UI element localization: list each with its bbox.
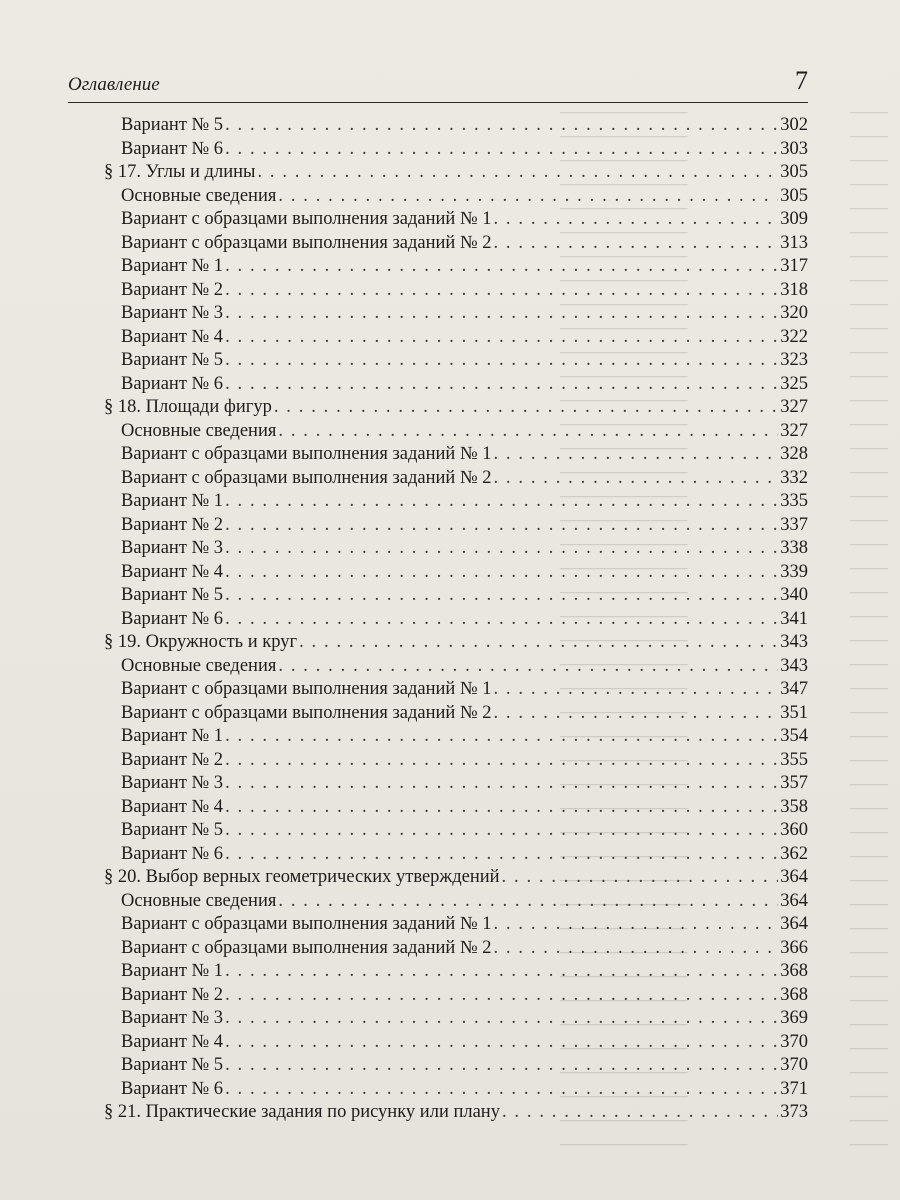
dot-leader bbox=[278, 185, 778, 209]
dot-leader bbox=[225, 537, 778, 561]
toc-subentry bbox=[104, 890, 808, 914]
toc-entry-label: Вариант № 4 bbox=[121, 796, 224, 817]
toc-subentry bbox=[104, 1078, 808, 1102]
toc-subentry bbox=[104, 114, 808, 138]
toc-entry-label: Вариант № 5 bbox=[121, 585, 224, 605]
dot-leader bbox=[493, 232, 778, 256]
show-through-line: ────────── ─── bbox=[560, 750, 888, 770]
toc-entry-label: Вариант № 1 bbox=[121, 256, 224, 276]
toc-entry-page: 332 bbox=[780, 467, 808, 488]
toc-subentry bbox=[104, 349, 808, 373]
toc-entry-label: Вариант № 1 bbox=[121, 726, 224, 746]
toc-entry-label: Вариант № 1 bbox=[121, 961, 224, 981]
show-through-line: ────────── ─── bbox=[560, 1086, 888, 1106]
toc-subentry bbox=[104, 655, 808, 679]
page-number: 7 bbox=[795, 66, 808, 95]
toc-subentry bbox=[104, 1054, 808, 1078]
show-through-line: ────────── ─── bbox=[560, 270, 888, 290]
dot-leader bbox=[225, 772, 778, 796]
toc-entry-label: Вариант № 2 bbox=[121, 749, 224, 770]
toc-entry-page: 302 bbox=[780, 115, 808, 135]
toc-subentry bbox=[104, 984, 808, 1008]
toc-subentry bbox=[104, 302, 808, 326]
show-through-line: ────────── ─── bbox=[560, 294, 888, 314]
toc-entry-label: § 18. Площади фигур bbox=[104, 397, 272, 417]
toc-section-entry bbox=[104, 1101, 808, 1125]
toc-entry-label: Вариант № 3 bbox=[121, 1008, 224, 1028]
toc-entry-page: 313 bbox=[780, 232, 808, 253]
show-through-line: ────────── ─── bbox=[560, 318, 888, 338]
toc-entry-page: 362 bbox=[780, 843, 808, 864]
toc-entry-label: Вариант № 4 bbox=[121, 561, 224, 582]
toc-entry-page: 357 bbox=[780, 773, 808, 793]
toc-section-entry bbox=[104, 396, 808, 420]
dot-leader bbox=[493, 208, 778, 232]
toc-entry-page: 341 bbox=[780, 608, 808, 629]
toc-subentry bbox=[104, 443, 808, 467]
toc-entry-page: 366 bbox=[780, 937, 808, 958]
show-through-line: ────────── ─── bbox=[560, 390, 888, 410]
toc-entry-label: Вариант № 6 bbox=[121, 608, 224, 629]
toc-entry-label: Вариант № 2 bbox=[121, 984, 224, 1005]
toc-subentry bbox=[104, 678, 808, 702]
dot-leader bbox=[225, 302, 778, 326]
toc-subentry bbox=[104, 1031, 808, 1055]
toc-entry-label: Вариант № 2 bbox=[121, 514, 224, 535]
dot-leader bbox=[225, 984, 778, 1008]
toc-subentry bbox=[104, 960, 808, 984]
toc-entry-label: Основные сведения bbox=[121, 420, 277, 441]
toc-entry-label: Основные сведения bbox=[121, 185, 277, 206]
dot-leader bbox=[225, 725, 778, 749]
toc-entry-page: 335 bbox=[780, 491, 808, 511]
toc-entry-label: Вариант № 3 bbox=[121, 538, 224, 558]
toc-entry-page: 369 bbox=[780, 1008, 808, 1028]
toc-entry-label: Вариант № 5 bbox=[121, 820, 224, 840]
toc-entry-label: Вариант № 6 bbox=[121, 373, 224, 394]
toc-entry-page: 318 bbox=[780, 279, 808, 300]
dot-leader bbox=[225, 326, 778, 350]
show-through-line: ────────── ─── bbox=[560, 606, 888, 626]
toc-entry-label: Вариант с образцами выполнения заданий № 1 bbox=[121, 444, 492, 464]
dot-leader bbox=[225, 114, 778, 138]
toc-entry-page: 355 bbox=[780, 749, 808, 770]
show-through-line: ────────── ─── bbox=[560, 222, 888, 242]
toc-entry-label: Вариант № 3 bbox=[121, 303, 224, 323]
toc-subentry bbox=[104, 490, 808, 514]
dot-leader bbox=[225, 584, 778, 608]
toc-subentry bbox=[104, 232, 808, 256]
show-through-line: ────────── ─── bbox=[560, 534, 888, 554]
dot-leader bbox=[225, 960, 778, 984]
dot-leader bbox=[225, 1031, 778, 1055]
toc-section-entry bbox=[104, 161, 808, 185]
toc-entry-label: Вариант № 1 bbox=[121, 491, 224, 511]
toc-entry-page: 340 bbox=[780, 585, 808, 605]
toc-entry-label: Вариант с образцами выполнения заданий № 2 bbox=[121, 467, 492, 488]
show-through-line: ────────── ─── bbox=[560, 774, 888, 794]
running-header bbox=[68, 66, 808, 103]
toc-entry-page: 364 bbox=[780, 867, 808, 887]
header-title: Оглавление bbox=[68, 74, 160, 95]
table-of-contents bbox=[104, 114, 808, 1125]
show-through-line: ────────── ─── bbox=[560, 654, 888, 674]
show-through-line: ────────── ─── bbox=[560, 150, 888, 170]
show-through-line: ────────── ─── bbox=[560, 870, 888, 890]
toc-entry-page: 303 bbox=[780, 138, 808, 159]
dot-leader bbox=[225, 749, 778, 773]
toc-entry-page: 327 bbox=[780, 397, 808, 417]
dot-leader bbox=[225, 819, 778, 843]
toc-subentry bbox=[104, 843, 808, 867]
toc-subentry bbox=[104, 772, 808, 796]
toc-entry-page: 339 bbox=[780, 561, 808, 582]
dot-leader bbox=[225, 138, 778, 162]
show-through-line: ────────── ─── bbox=[560, 726, 888, 746]
toc-entry-page: 343 bbox=[780, 655, 808, 676]
toc-entry-label: § 21. Практические задания по рисунку или плану bbox=[104, 1102, 500, 1122]
dot-leader bbox=[493, 702, 778, 726]
toc-subentry bbox=[104, 255, 808, 279]
show-through-line: ────────── ─── bbox=[560, 342, 888, 362]
toc-entry-page: 322 bbox=[780, 326, 808, 347]
toc-entry-label: Вариант № 5 bbox=[121, 1055, 224, 1075]
toc-entry-label: Вариант с образцами выполнения заданий № 1 bbox=[121, 679, 492, 699]
toc-entry-label: Вариант с образцами выполнения заданий № 2 bbox=[121, 702, 492, 723]
dot-leader bbox=[278, 890, 778, 914]
toc-entry-page: 309 bbox=[780, 209, 808, 229]
toc-subentry bbox=[104, 326, 808, 350]
show-through-line: ────────── ─── bbox=[560, 990, 888, 1010]
dot-leader bbox=[493, 467, 778, 491]
dot-leader bbox=[225, 843, 778, 867]
show-through-line: ────────── ─── bbox=[560, 126, 888, 146]
toc-entry-page: 305 bbox=[780, 185, 808, 206]
show-through-line: ────────── ─── bbox=[560, 822, 888, 842]
show-through-line: ────────── ─── bbox=[560, 366, 888, 386]
toc-subentry bbox=[104, 819, 808, 843]
toc-subentry bbox=[104, 749, 808, 773]
toc-section-entry bbox=[104, 866, 808, 890]
dot-leader bbox=[493, 678, 778, 702]
show-through-line: ────────── ─── bbox=[560, 414, 888, 434]
show-through-line: ────────── ─── bbox=[560, 102, 888, 122]
toc-entry-label: Вариант с образцами выполнения заданий № 2 bbox=[121, 937, 492, 958]
toc-entry-page: 347 bbox=[780, 679, 808, 699]
toc-entry-page: 320 bbox=[780, 303, 808, 323]
toc-entry-label: Вариант № 4 bbox=[121, 1031, 224, 1052]
toc-entry-page: 343 bbox=[780, 632, 808, 652]
toc-entry-page: 305 bbox=[780, 162, 808, 182]
show-through-line: ────────── ─── bbox=[560, 174, 888, 194]
toc-subentry bbox=[104, 208, 808, 232]
toc-entry-label: Вариант № 3 bbox=[121, 773, 224, 793]
show-through-line: ────────── ─── bbox=[560, 942, 888, 962]
show-through-line: ────────── ─── bbox=[560, 462, 888, 482]
toc-entry-page: 364 bbox=[780, 914, 808, 934]
show-through-line: ────────── ─── bbox=[560, 438, 888, 458]
show-through-line: ────────── ─── bbox=[560, 558, 888, 578]
show-through-line: ────────── ─── bbox=[560, 486, 888, 506]
dot-leader bbox=[225, 1078, 778, 1102]
show-through-line: ────────── ─── bbox=[560, 918, 888, 938]
dot-leader bbox=[274, 396, 778, 420]
toc-entry-page: 368 bbox=[780, 984, 808, 1005]
show-through-line: ────────── ─── bbox=[560, 630, 888, 650]
show-through-line: ────────── ─── bbox=[560, 1062, 888, 1082]
toc-entry-page: 323 bbox=[780, 350, 808, 370]
show-through-line: ────────── ─── bbox=[560, 1014, 888, 1034]
dot-leader bbox=[225, 349, 778, 373]
toc-subentry bbox=[104, 138, 808, 162]
toc-entry-label: Вариант с образцами выполнения заданий № 1 bbox=[121, 209, 492, 229]
dot-leader bbox=[225, 608, 778, 632]
toc-entry-label: Вариант № 6 bbox=[121, 843, 224, 864]
dot-leader bbox=[225, 490, 778, 514]
toc-subentry bbox=[104, 279, 808, 303]
toc-entry-page: 354 bbox=[780, 726, 808, 746]
toc-entry-label: Основные сведения bbox=[121, 655, 277, 676]
show-through-line: ────────── ─── bbox=[560, 894, 888, 914]
toc-entry-label: Вариант с образцами выполнения заданий № 1 bbox=[121, 914, 492, 934]
toc-subentry bbox=[104, 796, 808, 820]
dot-leader bbox=[225, 1007, 778, 1031]
toc-subentry bbox=[104, 467, 808, 491]
show-through-line: ────────── ─── bbox=[560, 510, 888, 530]
show-through-line: ────────── ─── bbox=[560, 1110, 888, 1130]
toc-subentry bbox=[104, 373, 808, 397]
toc-entry-label: Вариант № 6 bbox=[121, 138, 224, 159]
show-through-line: ────────── ─── bbox=[560, 1038, 888, 1058]
toc-entry-page: 364 bbox=[780, 890, 808, 911]
toc-entry-label: § 17. Углы и длины bbox=[104, 162, 256, 182]
show-through-line: ────────── ─── bbox=[560, 702, 888, 722]
toc-subentry bbox=[104, 608, 808, 632]
toc-subentry bbox=[104, 537, 808, 561]
dot-leader bbox=[225, 255, 778, 279]
toc-entry-page: 351 bbox=[780, 702, 808, 723]
show-through-line: ────────── ─── bbox=[560, 246, 888, 266]
toc-subentry bbox=[104, 725, 808, 749]
dot-leader bbox=[493, 937, 778, 961]
toc-entry-page: 373 bbox=[780, 1102, 808, 1122]
dot-leader bbox=[225, 796, 778, 820]
dot-leader bbox=[225, 514, 778, 538]
dot-leader bbox=[278, 655, 778, 679]
toc-entry-page: 368 bbox=[780, 961, 808, 981]
dot-leader bbox=[225, 373, 778, 397]
dot-leader bbox=[493, 913, 778, 937]
show-through-line: ────────── ─── bbox=[560, 1134, 888, 1154]
dot-leader bbox=[225, 1054, 778, 1078]
toc-entry-label: Вариант с образцами выполнения заданий № 2 bbox=[121, 232, 492, 253]
dot-leader bbox=[502, 1101, 778, 1125]
toc-entry-page: 327 bbox=[780, 420, 808, 441]
toc-subentry bbox=[104, 702, 808, 726]
toc-entry-label: Вариант № 4 bbox=[121, 326, 224, 347]
show-through-line: ────────── ─── bbox=[560, 966, 888, 986]
toc-subentry bbox=[104, 514, 808, 538]
toc-subentry bbox=[104, 420, 808, 444]
toc-subentry bbox=[104, 937, 808, 961]
toc-subentry bbox=[104, 913, 808, 937]
dot-leader bbox=[493, 443, 778, 467]
toc-entry-page: 317 bbox=[780, 256, 808, 276]
toc-entry-page: 360 bbox=[780, 820, 808, 840]
toc-entry-page: 325 bbox=[780, 373, 808, 394]
toc-entry-label: Вариант № 6 bbox=[121, 1078, 224, 1099]
dot-leader bbox=[225, 561, 778, 585]
show-through-line: ────────── ─── bbox=[560, 582, 888, 602]
toc-entry-page: 371 bbox=[780, 1078, 808, 1099]
dot-leader bbox=[257, 161, 778, 185]
toc-entry-label: Вариант № 5 bbox=[121, 350, 224, 370]
toc-entry-label: Вариант № 5 bbox=[121, 115, 224, 135]
show-through-line: ────────── ─── bbox=[560, 198, 888, 218]
toc-section-entry bbox=[104, 631, 808, 655]
toc-subentry bbox=[104, 561, 808, 585]
dot-leader bbox=[502, 866, 779, 890]
show-through-line: ────────── ─── bbox=[560, 846, 888, 866]
toc-entry-page: 358 bbox=[780, 796, 808, 817]
toc-entry-page: 338 bbox=[780, 538, 808, 558]
toc-entry-label: Вариант № 2 bbox=[121, 279, 224, 300]
toc-subentry bbox=[104, 584, 808, 608]
dot-leader bbox=[278, 420, 778, 444]
toc-entry-label: § 19. Окружность и круг bbox=[104, 632, 298, 652]
toc-entry-page: 370 bbox=[780, 1031, 808, 1052]
dot-leader bbox=[225, 279, 778, 303]
toc-entry-label: § 20. Выбор верных геометрических утверждений bbox=[104, 867, 500, 887]
toc-subentry bbox=[104, 1007, 808, 1031]
dot-leader bbox=[299, 631, 778, 655]
toc-entry-page: 328 bbox=[780, 444, 808, 464]
toc-entry-page: 337 bbox=[780, 514, 808, 535]
show-through-line: ────────── ─── bbox=[560, 798, 888, 818]
show-through-line: ────────── ─── bbox=[560, 678, 888, 698]
toc-entry-label: Основные сведения bbox=[121, 890, 277, 911]
toc-subentry bbox=[104, 185, 808, 209]
toc-entry-page: 370 bbox=[780, 1055, 808, 1075]
